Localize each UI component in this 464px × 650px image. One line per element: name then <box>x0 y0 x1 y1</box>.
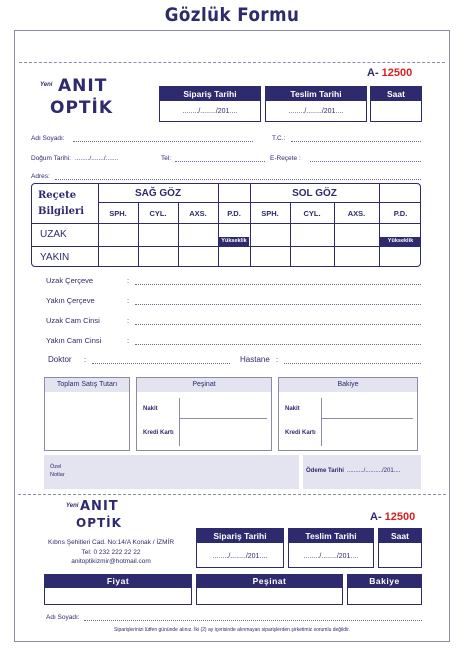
doc-number: 12500 <box>381 67 413 79</box>
doctor-colon: : <box>84 355 87 364</box>
stub-footer-note: Siparişlerinizi lütfen gününde alınız. İki (2) ay içerisinde alınmayan siparişlerden şirketimiz sorumlu değildir. <box>114 627 350 633</box>
height-right-label: Yükseklik <box>219 237 249 246</box>
stub-name-label: Adı Soyadı: <box>46 614 80 621</box>
erecete-label: E-Reçete : <box>270 155 301 162</box>
address-field[interactable] <box>55 179 421 180</box>
total-sales-box[interactable] <box>44 377 130 451</box>
near-glass-label: Yakın Cam Cinsi <box>46 336 102 345</box>
advance-label: Peşinat <box>137 378 271 392</box>
perforation-bottom <box>18 494 446 495</box>
stub-balance-box[interactable] <box>347 574 422 605</box>
stub-delivery-date-box[interactable] <box>288 528 374 568</box>
col-sph-left: SPH. <box>261 209 279 218</box>
far-glass-label: Uzak Cam Cinsi <box>46 316 100 325</box>
stub-delivery-date-value: ......../......../201.... <box>303 553 359 560</box>
far-frame-colon: : <box>127 276 130 285</box>
payment-date-value: ........../........../201.... <box>347 468 401 474</box>
col-pd-right: P.D. <box>227 209 241 218</box>
height-left-label: Yükseklik <box>380 237 421 246</box>
near-glass-colon: : <box>127 336 130 345</box>
birth-label: Doğum Tarihi: <box>31 155 71 162</box>
hospital-field[interactable] <box>284 363 421 364</box>
left-eye-label: SOL GÖZ <box>292 188 337 199</box>
advance-cash-label: Nakit <box>143 406 158 412</box>
rx-title-1: Reçete <box>38 190 77 201</box>
col-sph-right: SPH. <box>109 209 127 218</box>
stub-document-number <box>370 511 415 523</box>
stub-advance-box[interactable] <box>196 574 343 605</box>
stub-email: anitoptikizmir@hotmail.com <box>71 558 151 565</box>
page-title: Gözlük Formu <box>164 4 300 26</box>
brand-line2: OPTİK <box>50 98 114 118</box>
stub-price-box[interactable] <box>44 574 192 605</box>
hospital-label: Hastane <box>240 355 270 364</box>
stub-time-box[interactable] <box>378 528 422 568</box>
stub-delivery-date-label: Teslim Tarihi <box>289 529 373 543</box>
address-label: Adres: <box>31 173 50 180</box>
col-pd-left: P.D. <box>393 209 408 218</box>
delivery-date-label: Teslim Tarihi <box>266 87 366 101</box>
birth-value[interactable]: ......../......./....... <box>75 155 119 162</box>
rx-divider-pd-left <box>379 184 380 266</box>
balance-box[interactable] <box>278 377 418 451</box>
brand-line1: ANIT <box>58 76 108 96</box>
far-glass-field[interactable] <box>135 324 421 325</box>
stub-advance-label: Peşinat <box>197 575 342 588</box>
near-frame-field[interactable] <box>135 304 421 305</box>
col-axs-right: AXS. <box>189 209 207 218</box>
col-cyl-right: CYL. <box>149 209 167 218</box>
far-glass-colon: : <box>127 316 130 325</box>
balance-hline <box>321 418 413 419</box>
notes-label-1: Özel <box>50 464 62 470</box>
stub-brand-yeni: Yeni <box>66 503 79 509</box>
stub-order-date-box[interactable] <box>196 528 284 568</box>
order-date-value: ......../......../201.... <box>182 108 238 115</box>
rx-line-far <box>32 246 420 247</box>
delivery-date-value: ......../......../201.... <box>288 108 344 115</box>
near-frame-colon: : <box>127 296 130 305</box>
erecete-field[interactable] <box>310 161 421 162</box>
notes-label-2: Notlar <box>50 472 65 478</box>
stub-order-date-value: ......../......../201.... <box>212 553 268 560</box>
phone-field[interactable] <box>175 161 265 162</box>
notes-box[interactable] <box>44 455 299 489</box>
stub-balance-label: Bakiye <box>348 575 421 588</box>
stub-price-label: Fiyat <box>45 575 191 588</box>
stub-brand-line1: ANIT <box>80 499 119 514</box>
perforation-top <box>19 62 445 63</box>
time-label: Saat <box>371 87 421 101</box>
rx-divider-pd-right <box>218 184 219 266</box>
stub-doc-number: 12500 <box>384 511 416 523</box>
payment-date-label: Ödeme Tarihi <box>306 468 344 474</box>
col-axs-left: AXS. <box>347 209 366 218</box>
order-date-label: Sipariş Tarihi <box>160 87 260 101</box>
document-number <box>367 67 412 79</box>
stub-order-date-label: Sipariş Tarihi <box>197 529 283 543</box>
right-eye-label: SAĞ GÖZ <box>134 188 182 199</box>
balance-cash-label: Nakit <box>285 406 300 412</box>
advance-box[interactable] <box>136 377 272 451</box>
total-sales-label: Toplam Satış Tutarı <box>45 378 129 392</box>
near-glass-field[interactable] <box>135 344 421 345</box>
far-frame-label: Uzak Çerçeve <box>46 276 94 285</box>
doctor-label: Doktor <box>48 355 72 364</box>
prescription-table <box>31 183 421 267</box>
stub-contact <box>46 538 176 567</box>
tc-field[interactable] <box>291 141 421 142</box>
near-frame-label: Yakın Çerçeve <box>46 296 95 305</box>
advance-divider <box>179 398 180 446</box>
rx-line-eye <box>98 202 420 203</box>
advance-hline <box>179 418 267 419</box>
tc-label: T.C.: <box>272 135 286 142</box>
stub-doc-prefix: A- <box>370 511 382 523</box>
phone-label: Tel: <box>161 155 172 162</box>
far-frame-field[interactable] <box>135 284 421 285</box>
payment-date-box[interactable] <box>303 455 421 489</box>
name-label: Adı Soyadı: <box>31 135 65 142</box>
doc-prefix: A- <box>367 67 379 79</box>
balance-divider <box>321 398 322 446</box>
stub-name-field[interactable] <box>84 620 422 621</box>
time-box[interactable] <box>370 86 422 122</box>
stub-brand-line2: OPTİK <box>76 516 122 530</box>
rx-line-cols <box>32 223 420 224</box>
brand-yeni: Yeni <box>40 82 53 88</box>
row-near-label: YAKIN <box>40 252 70 263</box>
stub-time-label: Saat <box>379 529 421 543</box>
hospital-colon: : <box>276 355 279 364</box>
rx-title-2: Bilgileri <box>38 206 85 217</box>
advance-card-label: Kredi Kartı <box>143 430 174 436</box>
name-field[interactable] <box>73 141 253 142</box>
balance-label: Bakiye <box>279 378 417 392</box>
stub-address: Kıbrıs Şehitleri Cad. No:14/A Konak / İZMİR <box>47 539 175 546</box>
balance-card-label: Kredi Kartı <box>285 430 316 436</box>
order-date-box[interactable] <box>159 86 261 122</box>
delivery-date-box[interactable] <box>265 86 367 122</box>
col-cyl-left: CYL. <box>303 209 321 218</box>
row-far-label: UZAK <box>40 229 67 240</box>
stub-phone: Tel: 0 232 222 22 22 <box>81 548 141 556</box>
doctor-field[interactable] <box>92 363 230 364</box>
